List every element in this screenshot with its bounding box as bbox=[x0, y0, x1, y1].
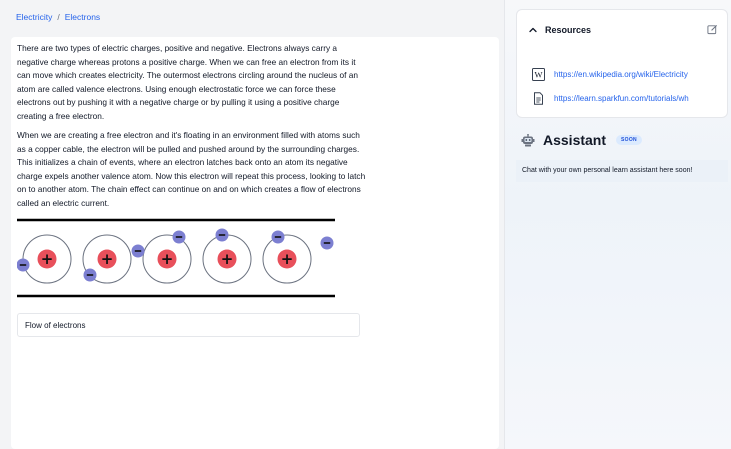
breadcrumb-separator: / bbox=[57, 12, 60, 22]
electron-sign-5 bbox=[219, 234, 225, 236]
resource-link-wikipedia[interactable] bbox=[532, 67, 699, 81]
resource-link-sparkfun[interactable] bbox=[532, 91, 699, 105]
electron-sign-4 bbox=[176, 236, 182, 238]
document-icon bbox=[532, 92, 545, 105]
lesson-card bbox=[11, 37, 499, 449]
proton-sign-3: + bbox=[160, 250, 174, 268]
edit-icon[interactable] bbox=[707, 24, 718, 35]
proton-sign-2: + bbox=[100, 250, 114, 268]
resource-url-1[interactable]: https://en.wikipedia.org/wiki/Electricity bbox=[554, 69, 688, 79]
lesson-paragraph-1: There are two types of electric charges, positive and negative. Electrons always carry a negative charge whereas protons a positive charge. When we can free an electron from its it can move which creates electricity. The outermost electrons circling around the nucleus of an atom are called valence electrons. Using enough electrostatic force we can force these electrons out by pushing it with a negative charge or by pulling it using a positive charge creating a free electron. bbox=[17, 43, 358, 121]
electron-sign-1 bbox=[20, 264, 26, 266]
soon-badge: SOON bbox=[616, 135, 642, 145]
resources-header[interactable] bbox=[527, 24, 591, 36]
assistant-title: Assistant bbox=[543, 132, 607, 148]
electron-sign-7 bbox=[324, 242, 330, 244]
resource-url-2[interactable]: https://learn.sparkfun.com/tutorials/wh bbox=[554, 93, 689, 103]
proton-sign-1: + bbox=[40, 250, 54, 268]
assistant-message bbox=[516, 160, 728, 182]
robot-icon bbox=[521, 134, 535, 147]
breadcrumb-electrons[interactable]: Electrons bbox=[64, 12, 101, 22]
electron-sign-3 bbox=[135, 250, 141, 252]
figure-caption bbox=[17, 313, 360, 337]
breadcrumb-electricity[interactable]: Electricity bbox=[16, 12, 53, 22]
caption-text: Flow of electrons bbox=[25, 321, 86, 330]
svg-text:W: W bbox=[534, 69, 543, 80]
side-panel bbox=[505, 0, 731, 449]
electron-flow-figure bbox=[17, 217, 337, 299]
assistant-header bbox=[521, 132, 642, 148]
wikipedia-icon bbox=[532, 68, 545, 81]
lesson-paragraph-2: When we are creating a free electron and it's floating in an environment filled with atoms such as a copper cable, the electron will be pulled and pushed around by the surrounding charges. This initializes a chain of events, where an electron latches back onto an atom its negative charge expels another valence atom. Now this electron will repeat this process, looking to latch on to another atom. The chain effect can continue on and on which creates a flow of electrons called an electric current. bbox=[17, 130, 366, 208]
resources-title: Resources bbox=[545, 25, 592, 35]
proton-sign-4: + bbox=[220, 250, 234, 268]
breadcrumb bbox=[16, 12, 100, 22]
resources-card bbox=[516, 9, 728, 118]
proton-sign-5: + bbox=[280, 250, 294, 268]
electron-sign-6 bbox=[275, 236, 281, 238]
assistant-message-text: Chat with your own personal learn assistant here soon! bbox=[522, 167, 693, 174]
chevron-up-icon[interactable] bbox=[527, 24, 539, 36]
electron-sign-2 bbox=[87, 274, 93, 276]
